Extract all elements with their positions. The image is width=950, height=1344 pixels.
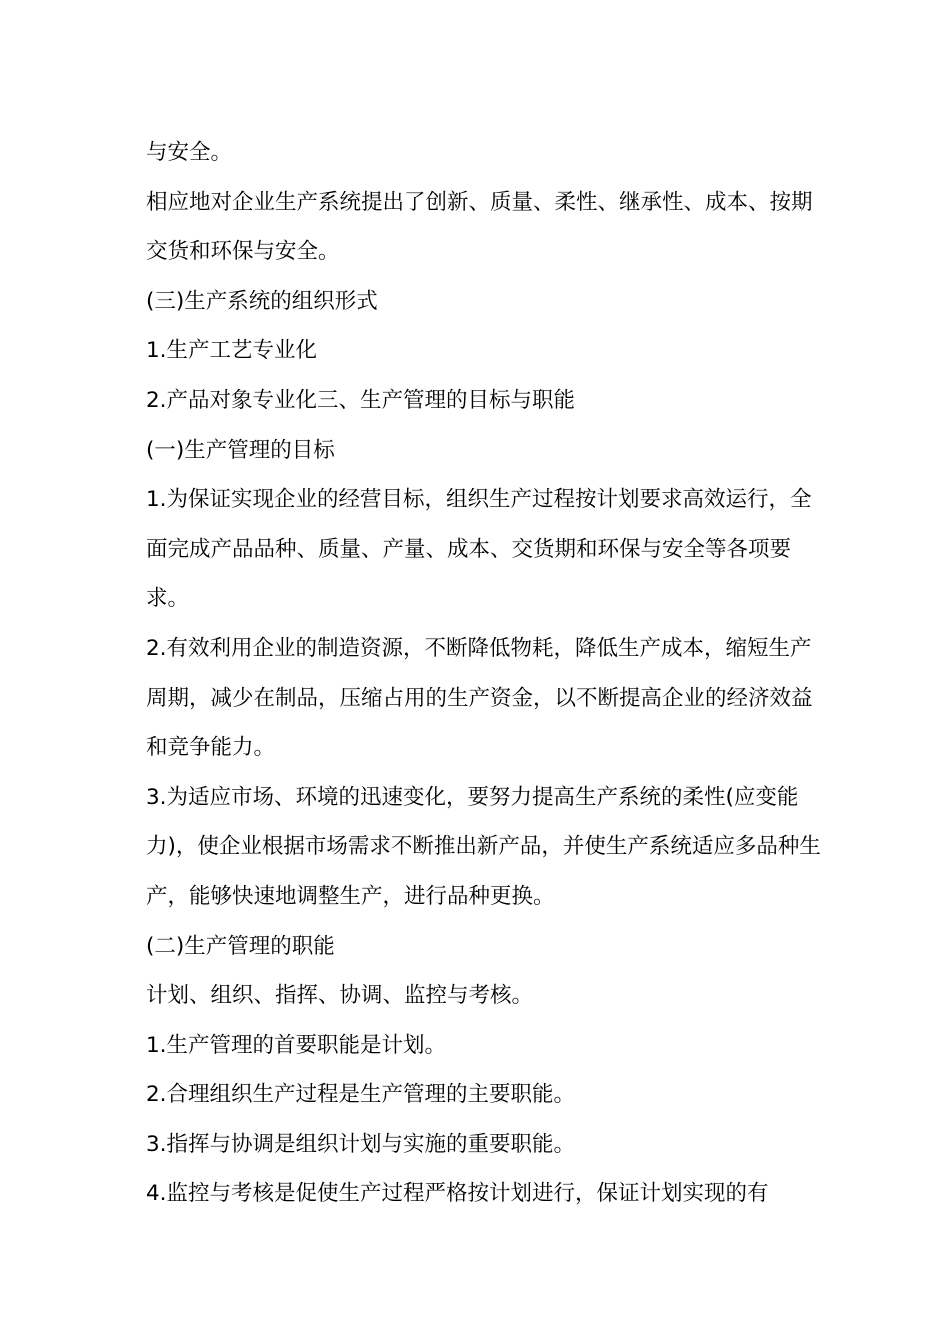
list-item-goal-3: 3.为适应市场、环境的迅速变化，要努力提高生产系统的柔性(应变能力)，使企业根据市场需求不断推出新产品，并使生产系统适应多品种生产，能够快速地调整生产，进行品种更换。 — [146, 784, 821, 909]
paragraph-system-requirements: 相应地对企业生产系统提出了创新、质量、柔性、继承性、成本、按期交货和环保与安全。 — [146, 189, 813, 265]
list-item-function-1: 1.生产管理的首要职能是计划。 — [146, 1032, 447, 1058]
list-item-goal-1: 1.为保证实现企业的经营目标，组织生产过程按计划要求高效运行，全面完成产品品种、质量、产量、成本、交货期和环保与安全等各项要求。 — [146, 487, 812, 612]
heading-management-goals: (一)生产管理的目标 — [146, 437, 335, 463]
list-item-function-4: 4.监控与考核是促使生产过程严格按计划进行，保证计划实现的有 — [146, 1181, 769, 1207]
list-item-goal-2: 2.有效利用企业的制造资源，不断降低物耗，降低生产成本，缩短生产周期，减少在制品，压缩占用的生产资金，以不断提高企业的经济效益和竞争能力。 — [146, 635, 813, 761]
paragraph-functions-summary: 计划、组织、指挥、协调、监控与考核。 — [146, 983, 534, 1009]
document-body — [146, 128, 826, 1219]
list-item-function-2: 2.合理组织生产过程是生产管理的主要职能。 — [146, 1082, 576, 1108]
heading-organization-forms: (三)生产系统的组织形式 — [146, 288, 378, 314]
list-item-function-3: 3.指挥与协调是组织计划与实施的重要职能。 — [146, 1131, 576, 1157]
paragraph-continuation-safety: 与安全。 — [146, 140, 233, 165]
heading-management-functions: (二)生产管理的职能 — [146, 933, 335, 959]
list-item-product-specialization: 2.产品对象专业化三、生产管理的目标与职能 — [146, 387, 576, 413]
list-item-process-specialization: 1.生产工艺专业化 — [146, 338, 318, 364]
